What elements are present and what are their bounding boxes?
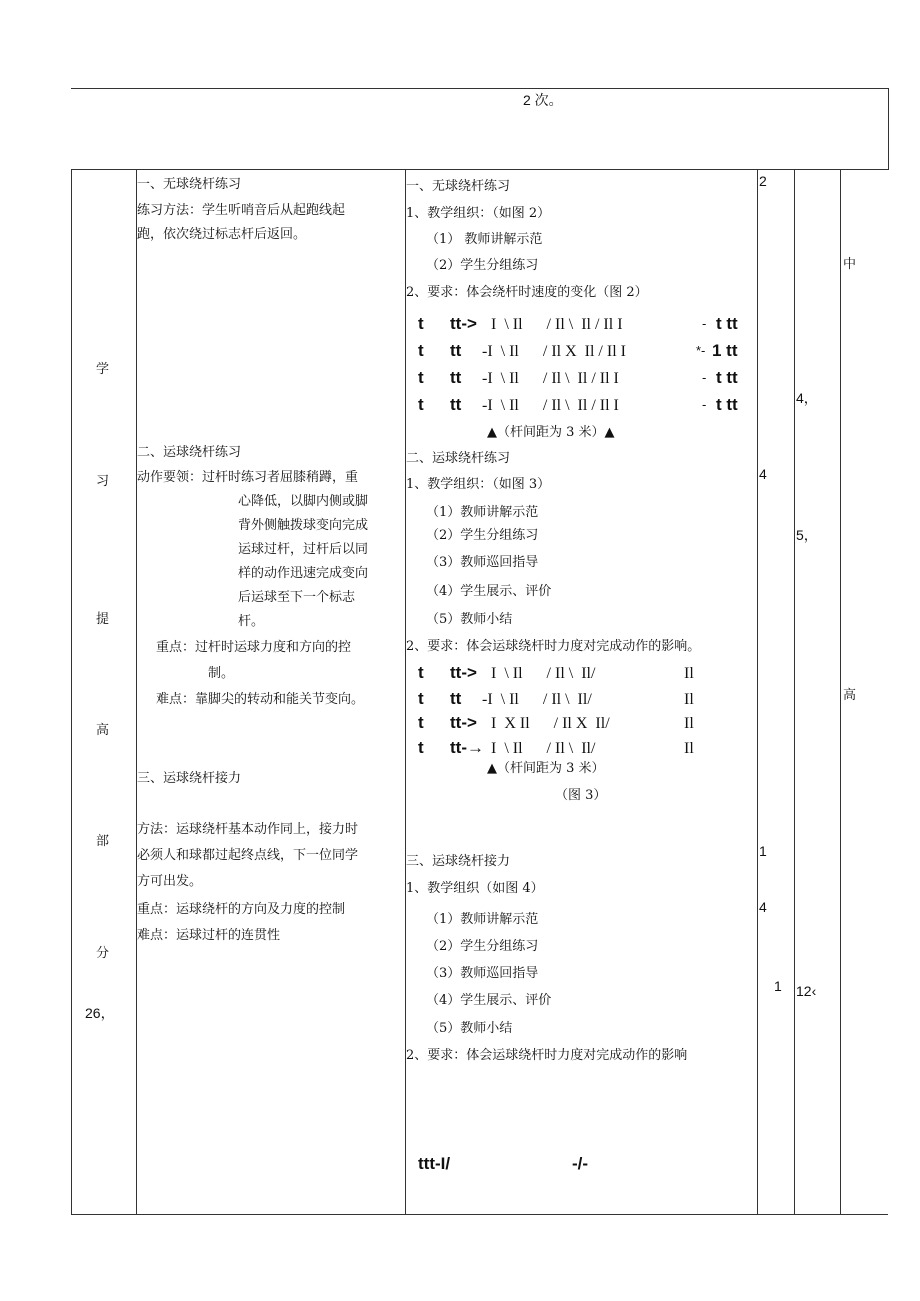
count-value: 1 — [774, 978, 782, 994]
fig3-poles: -I \ Il / Il \ Il/ — [482, 691, 592, 708]
top-row-bottom-border — [71, 169, 889, 170]
time-value: 12‹ — [796, 983, 817, 999]
fig3-poles: I \ Il / Il \ Il/ — [491, 665, 596, 682]
org-s3-item: （5）教师小结 — [426, 1021, 513, 1036]
count-value: 4 — [759, 466, 767, 482]
count-value: 1 — [759, 843, 767, 859]
content-s2-focus: 制。 — [208, 666, 235, 681]
col-border-3 — [757, 169, 758, 1215]
fig2-player: t tt — [716, 314, 738, 333]
org-s1-item: （1） 教师讲解示范 — [426, 232, 543, 247]
fig2-player: t — [418, 341, 424, 360]
org-s2-requirement: 2、要求：体会运球绕杆时力度对完成动作的影响。 — [406, 639, 701, 654]
section-char: 提 — [96, 612, 110, 627]
org-s3-org: 1、教学组织（如图 4） — [406, 881, 544, 896]
content-s3-title: 三、运球绕杆接力 — [137, 771, 242, 786]
section-char: 分 — [96, 946, 110, 961]
org-s3-item: （3）教师巡回指导 — [426, 966, 539, 981]
org-s3-requirement: 2、要求：体会运球绕杆时力度对完成动作的影响 — [406, 1048, 688, 1063]
section-char: 习 — [96, 474, 110, 489]
section-char: 高 — [96, 723, 110, 738]
fig2-player: t — [418, 395, 424, 414]
content-s3-method: 方可出发。 — [137, 874, 203, 889]
col-border-0 — [71, 169, 72, 1215]
col-border-4 — [794, 169, 795, 1215]
org-s1-org: 1、教学组织：（如图 2） — [406, 206, 551, 221]
fig2-arrow: - — [702, 316, 707, 331]
fig3-player: t — [418, 713, 424, 732]
fig2-player: tt — [450, 395, 462, 414]
time-value: 5， — [796, 527, 818, 543]
content-s1-method: 跑，依次绕过标志杆后返回。 — [137, 227, 307, 242]
content-s2-key: 动作要领：过杆时练习者屈膝稍蹲，重 — [137, 470, 359, 485]
fig2-poles: -I \ Il / Il X Il / Il I — [482, 343, 626, 360]
fig2-caption: ▲（杆间距为 3 米）▲ — [487, 425, 615, 440]
content-s2-key: 背外侧触拨球变向完成 — [238, 518, 369, 533]
org-s2-item: （2）学生分组练习 — [426, 528, 539, 543]
org-s2-item: （3）教师巡回指导 — [426, 555, 539, 570]
org-s1-title: 一、无球绕杆练习 — [406, 179, 511, 194]
fig2-player: t tt — [716, 395, 738, 414]
content-s2-key: 杆。 — [238, 614, 265, 629]
org-s3-item: （2）学生分组练习 — [426, 939, 539, 954]
fig2-player: t tt — [716, 368, 738, 387]
fig3-player: t — [418, 689, 424, 708]
fig2-player: tt — [450, 341, 462, 360]
content-s2-key: 后运球至下一个标志 — [238, 590, 356, 605]
fig2-player: t — [418, 314, 424, 333]
count-value: 4 — [759, 899, 767, 915]
fig2-player: tt — [450, 368, 462, 387]
section-char: 部 — [96, 834, 110, 849]
content-s1-method: 练习方法：学生听哨音后从起跑线起 — [137, 203, 346, 218]
org-s2-item: （5）教师小结 — [426, 612, 513, 627]
top-row-top-border — [71, 88, 889, 89]
section-char: 学 — [96, 362, 110, 377]
content-s2-key: 心降低，以脚内侧或脚 — [238, 494, 369, 509]
content-s2-key: 运球过杆，过杆后以同 — [238, 542, 369, 557]
fig2-arrow: - — [702, 370, 707, 385]
top-row-text: 2 次。 — [523, 92, 563, 108]
fig3-poles: I X Il / Il X Il/ — [491, 715, 610, 732]
fig4-right: -/- — [572, 1154, 589, 1173]
fig4-left: ttt-I/ — [418, 1154, 451, 1173]
fig3-player: tt-> — [450, 713, 477, 732]
fig3-pole-end: Il — [684, 715, 694, 732]
fig3-pole-end: Il — [684, 740, 694, 757]
intensity-value: 高 — [843, 688, 857, 703]
content-s3-method: 必须人和球都过起终点线，下一位同学 — [137, 848, 359, 863]
content-s3-method: 方法：运球绕杆基本动作同上，接力时 — [137, 822, 359, 837]
time-value: 4， — [796, 390, 818, 406]
fig2-arrow: - — [702, 397, 707, 412]
fig2-poles: I \ Il / Il \ Il / Il I — [491, 316, 623, 333]
org-s1-requirement: 2、要求：体会绕杆时速度的变化（图 2） — [406, 285, 648, 300]
content-s2-title: 二、运球绕杆练习 — [137, 445, 242, 460]
fig2-player: t — [418, 368, 424, 387]
org-s3-item: （1）教师讲解示范 — [426, 912, 539, 927]
fig2-player: tt-> — [450, 314, 477, 333]
org-s2-item: （4）学生展示、评价 — [426, 584, 552, 599]
section-time: 26， — [85, 1005, 115, 1021]
org-s2-item: （1）教师讲解示范 — [426, 505, 539, 520]
intensity-value: 中 — [843, 257, 857, 272]
content-s2-difficulty: 难点：靠脚尖的转动和能关节变向。 — [156, 692, 365, 707]
fig2-arrow: *- — [696, 343, 706, 358]
fig3-player: tt-> — [450, 663, 477, 682]
table-bottom-border — [71, 1214, 888, 1215]
content-s3-difficulty: 难点：运球过杆的连贯性 — [137, 928, 281, 943]
fig2-player: 1 tt — [712, 341, 738, 360]
fig3-caption: ▲（杆间距为 3 米） — [487, 761, 605, 776]
fig3-player: t — [418, 738, 424, 757]
fig3-label: （图 3） — [555, 788, 607, 803]
col-border-1 — [136, 169, 137, 1215]
fig3-player: tt — [450, 689, 462, 708]
content-s3-focus: 重点：运球绕杆的方向及力度的控制 — [137, 902, 346, 917]
fig3-pole-end: Il — [684, 691, 694, 708]
org-s2-title: 二、运球绕杆练习 — [406, 451, 511, 466]
content-s2-focus: 重点：过杆时运球力度和方向的控 — [156, 640, 352, 655]
col-border-5 — [840, 169, 841, 1215]
count-value: 2 — [759, 173, 767, 189]
top-row-right-border — [888, 88, 889, 170]
fig3-pole-end: Il — [684, 665, 694, 682]
org-s1-item: （2）学生分组练习 — [426, 258, 539, 273]
fig3-player: t — [418, 663, 424, 682]
org-s3-title: 三、运球绕杆接力 — [406, 854, 511, 869]
content-s1-title: 一、无球绕杆练习 — [137, 177, 242, 192]
fig2-poles: -I \ Il / Il \ Il / Il I — [482, 397, 619, 414]
fig2-poles: -I \ Il / Il \ Il / Il I — [482, 370, 619, 387]
fig3-poles: I \ Il / Il \ Il/ — [491, 740, 596, 757]
fig3-player: tt-→ — [450, 738, 484, 757]
org-s3-item: （4）学生展示、评价 — [426, 993, 552, 1008]
content-s2-key: 样的动作迅速完成变向 — [238, 566, 369, 581]
org-s2-org: 1、教学组织：（如图 3） — [406, 477, 551, 492]
